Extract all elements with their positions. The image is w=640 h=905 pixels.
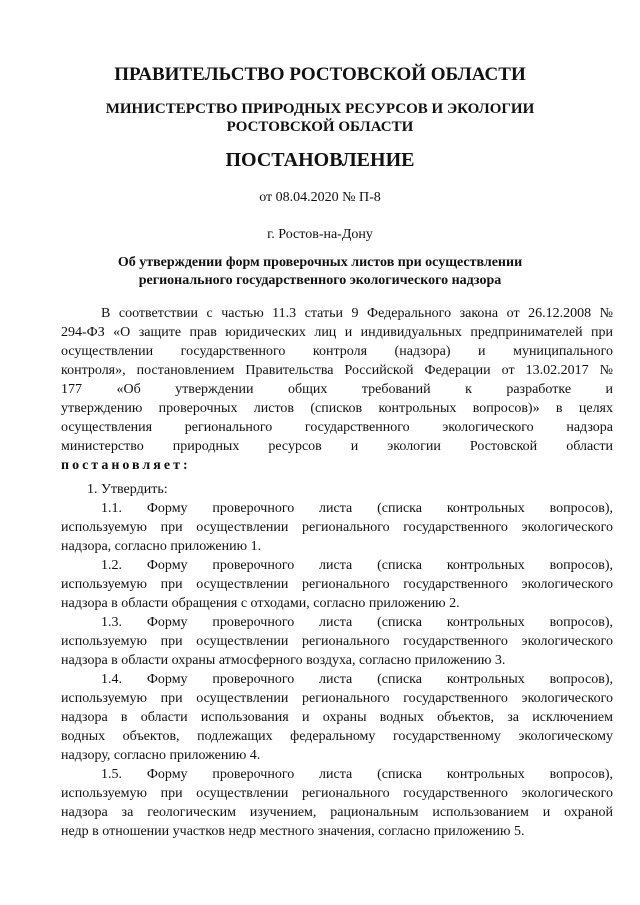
preamble-line: министерство природных ресурсов и экологии Ростовской области [61, 439, 613, 454]
ministry-heading [0, 100, 640, 136]
item-line: недр в отношении участков недр местного значения, согласно приложению 5. [61, 824, 525, 839]
document-title [0, 254, 640, 290]
ministry-line-1: МИНИСТЕРСТВО ПРИРОДНЫХ РЕСУРСОВ И ЭКОЛОГИИ [105, 101, 535, 117]
item-line: используемую при осуществлении регионального государственного экологического [61, 786, 613, 801]
preamble-line: 294-ФЗ «О защите прав юридических лиц и индивидуальных предпринимателей при [61, 325, 613, 340]
preamble-line: утверждению проверочных листов (списков контрольных вопросов)» в целях [61, 401, 613, 416]
approval-item [61, 556, 613, 613]
item-line: надзора, согласно приложению 1. [61, 539, 262, 554]
item-line: используемую при осуществлении регионального государственного экологического [61, 634, 613, 649]
item-line: надзору, согласно приложению 4. [61, 748, 261, 763]
document-date-number: от 08.04.2020 № П-8 [259, 190, 381, 205]
decree-word: постановляет: [61, 458, 191, 473]
item-line: надзора в области использования и охраны водных объектов, за исключением [61, 710, 613, 725]
approve-heading: 1. Утвердить: [87, 482, 168, 497]
preamble-line: осуществления регионального государственного экологического надзора [61, 420, 613, 435]
item-line: надзора за геологическим изучением, рациональным использованием и охраной [61, 805, 613, 820]
item-line: 1.5. Форму проверочного листа (списка контрольных вопросов), [101, 767, 613, 782]
preamble-line: В соответствии с частью 11.3 статьи 9 Федерального закона от 26.12.2008 № [101, 306, 613, 321]
item-line: 1.1. Форму проверочного листа (списка контрольных вопросов), [101, 501, 613, 516]
item-line: используемую при осуществлении регионального государственного экологического [61, 577, 613, 592]
title-line-1: Об утверждении форм проверочных листов при осуществлении [117, 255, 523, 270]
approval-item [61, 613, 613, 670]
document-type: ПОСТАНОВЛЕНИЕ [225, 149, 415, 171]
item-line: используемую при осуществлении регионального государственного экологического [61, 691, 613, 706]
item-line: водных объектов, подлежащих федеральному государственному экологическому [61, 729, 613, 744]
item-line: надзора в области обращения с отходами, согласно приложению 2. [61, 596, 460, 611]
preamble-line: контроля», постановлением Правительства Российской Федерации от 13.02.2017 № [61, 363, 613, 378]
item-line: надзора в области охраны атмосферного воздуха, согласно приложению 3. [61, 653, 506, 668]
item-line: используемую при осуществлении регионального государственного экологического [61, 520, 613, 535]
item-line: 1.3. Форму проверочного листа (списка контрольных вопросов), [101, 615, 613, 630]
preamble-line: 177 «Об утверждении общих требований к разработке и [61, 382, 613, 397]
document-city: г. Ростов-на-Дону [267, 227, 373, 242]
item-line: 1.2. Форму проверочного листа (списка контрольных вопросов), [101, 558, 613, 573]
ministry-line-2: РОСТОВСКОЙ ОБЛАСТИ [226, 119, 414, 135]
title-line-2: регионального государственного экологического надзора [138, 273, 502, 288]
preamble-line: осуществлении государственного контроля (надзора) и муниципального [61, 344, 613, 359]
operative-part [61, 480, 613, 841]
preamble-paragraph [61, 304, 613, 475]
government-heading: ПРАВИТЕЛЬСТВО РОСТОВСКОЙ ОБЛАСТИ [114, 64, 526, 85]
approval-item [61, 765, 613, 841]
item-line: 1.4. Форму проверочного листа (списка контрольных вопросов), [101, 672, 613, 687]
approval-item [61, 670, 613, 765]
approval-item [61, 499, 613, 556]
